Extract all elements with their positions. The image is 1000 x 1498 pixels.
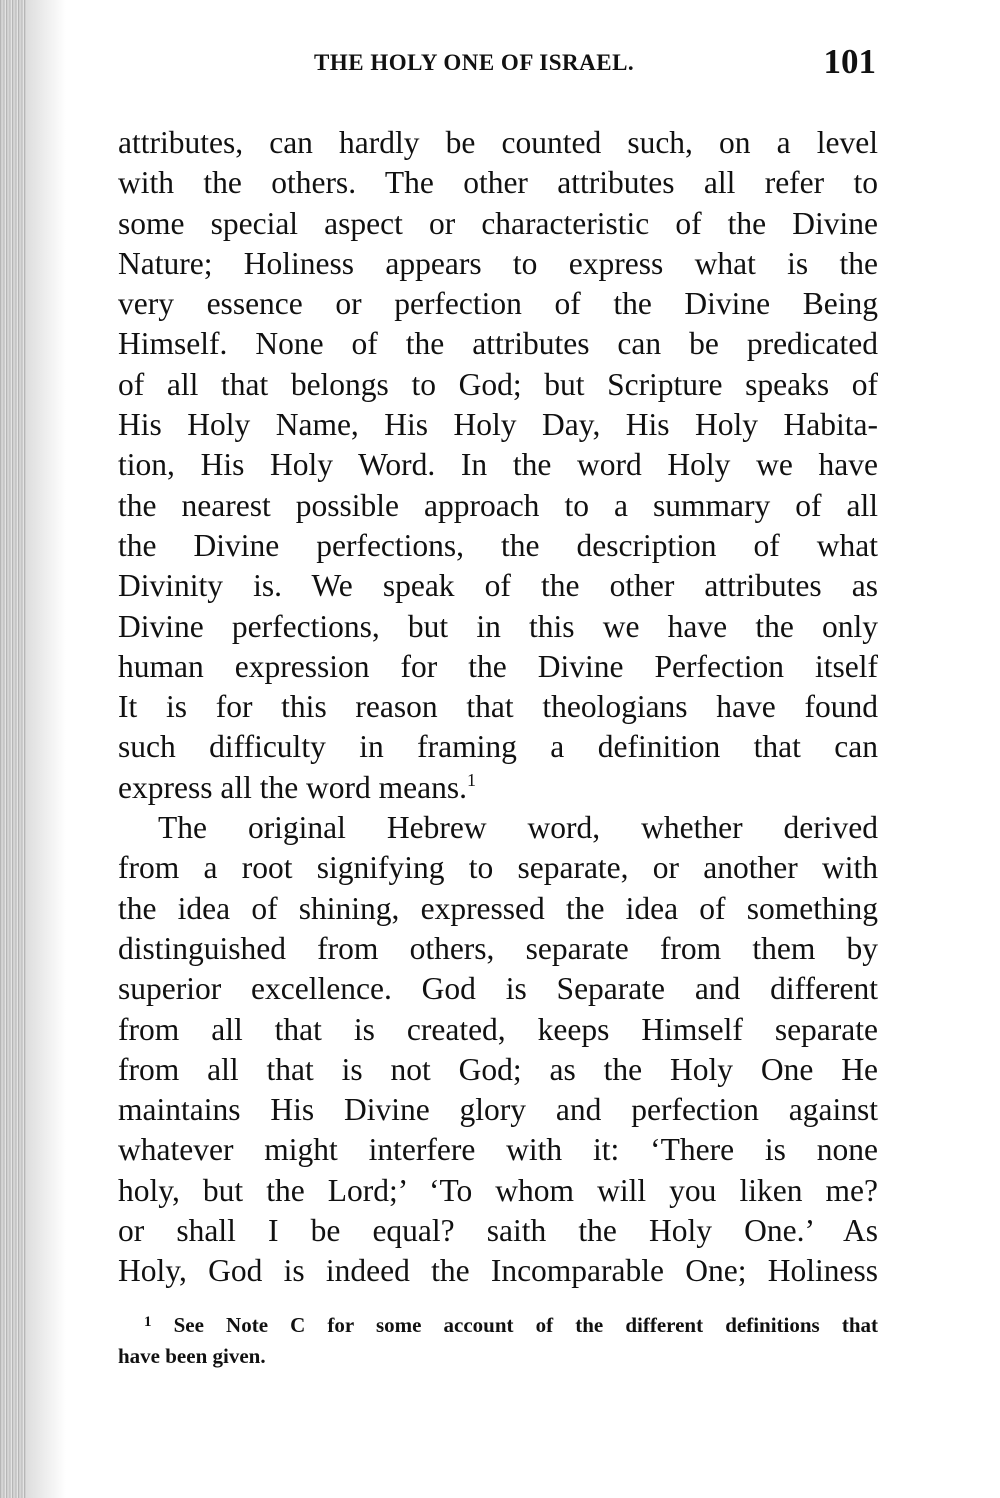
text-line: the Divine perfections, the description of what (118, 527, 878, 563)
text-line: holy, but the Lord;’ ‘To whom will you liken me? (118, 1172, 878, 1208)
text-line-with-note (118, 768, 878, 808)
body-text (118, 123, 878, 1292)
text-line: His Holy Name, His Holy Day, His Holy Habita- (118, 407, 878, 443)
text-line: the idea of shining, expressed the idea of something (118, 890, 878, 926)
text-line: Divinity is. We speak of the other attributes as (118, 568, 878, 604)
page-number: 101 (823, 42, 876, 81)
text-line: whatever might interfere with it: ‘There is none (118, 1132, 878, 1168)
binding-gradient (26, 0, 66, 1498)
text-line: It is for this reason that theologians have found (118, 689, 878, 725)
text-line: from all that is created, keeps Himself separate (118, 1011, 878, 1047)
footnote (118, 1310, 878, 1372)
text-line: the nearest possible approach to a summary of all (118, 487, 878, 523)
text-line: Nature; Holiness appears to express what is the (118, 245, 878, 281)
text-line: Divine perfections, but in this we have the only (118, 608, 878, 644)
binding-shadow (0, 0, 26, 1498)
running-head (118, 42, 878, 92)
footnote-text: See Note C for some account of the different definitions that (173, 1313, 878, 1337)
footnote-line: have been given. (118, 1344, 266, 1368)
text-line: superior excellence. God is Separate and different (118, 971, 878, 1007)
text-line: Holy, God is indeed the Incomparable One; Holiness (118, 1253, 878, 1289)
text-line: from a root signifying to separate, or another with (118, 850, 878, 886)
text-line: human expression for the Divine Perfection itself (118, 648, 878, 684)
text-line: from all that is not God; as the Holy One He (118, 1051, 878, 1087)
text-line: such difficulty in framing a definition that can (118, 729, 878, 765)
text-line-content: express all the word means. (118, 769, 468, 805)
running-title: THE HOLY ONE OF ISRAEL. (314, 50, 635, 75)
text-line: attributes, can hardly be counted such, on a level (118, 125, 878, 160)
text-line: with the others. The other attributes all refer to (118, 165, 878, 201)
footnote-reference[interactable]: 1 (467, 769, 477, 790)
text-line: of all that belongs to God; but Scripture speaks of (118, 366, 878, 402)
text-line: or shall I be equal? saith the Holy One.’ As (118, 1213, 878, 1249)
text-line: distinguished from others, separate from them by (118, 930, 878, 966)
footnote-line (118, 1310, 878, 1341)
text-line: some special aspect or characteristic of the Divine (118, 205, 878, 241)
text-line: tion, His Holy Word. In the word Holy we have (118, 447, 878, 483)
text-line: The original Hebrew word, whether derived (158, 810, 878, 846)
text-line: maintains His Divine glory and perfection against (118, 1092, 878, 1128)
text-line: Himself. None of the attributes can be predicated (118, 326, 878, 362)
footnote-mark: 1 (144, 1314, 152, 1330)
text-line: very essence or perfection of the Divine Being (118, 286, 878, 322)
